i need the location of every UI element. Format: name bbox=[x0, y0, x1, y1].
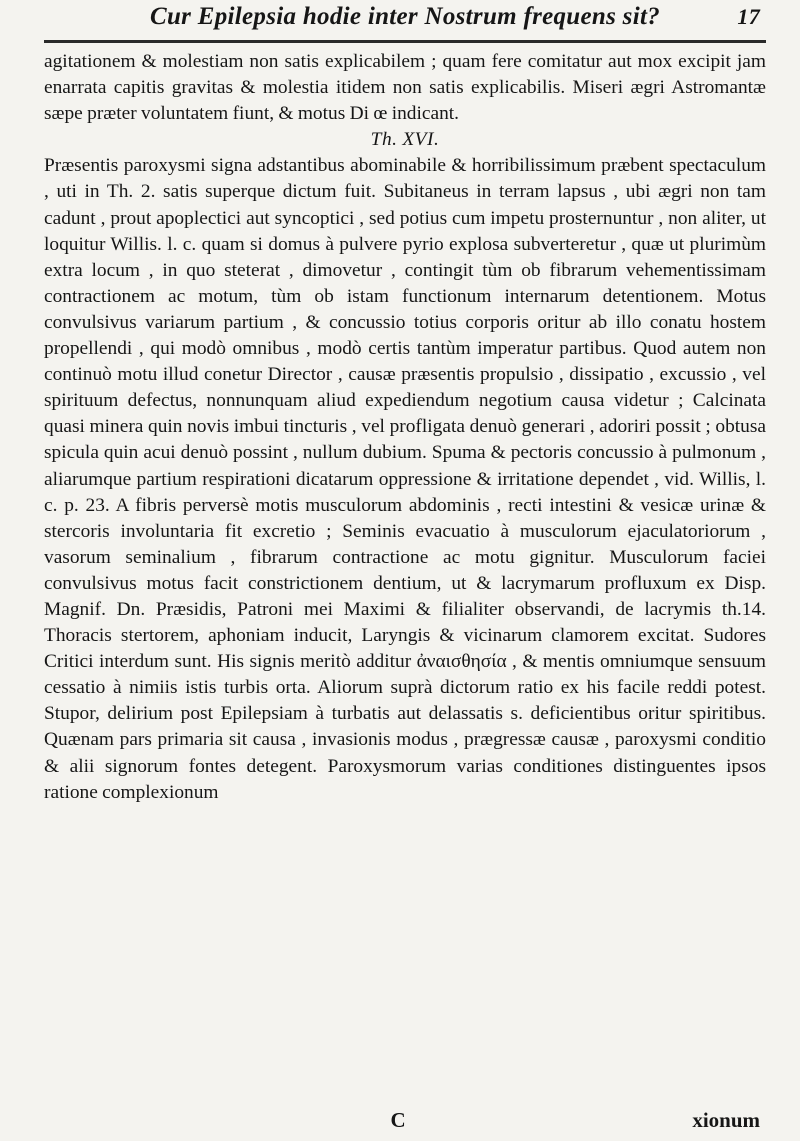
catchword: xionum bbox=[692, 1108, 760, 1132]
running-title: Cur Epilepsia hodie inter Nostrum frequens sit? bbox=[149, 3, 661, 30]
section-heading: Th. XVI. bbox=[370, 129, 440, 151]
running-head bbox=[44, 0, 766, 40]
page-number: 17 bbox=[737, 4, 760, 29]
page-footer bbox=[44, 1107, 766, 1133]
paragraph-1: agitationem & molestiam non satis explicabilem ; quam fere comitatur aut mox excipit jam enarrata capitis gravitas & molestia itidem non satis explicabilis. Miseri ægri Astromantæ sæpe præter voluntatem fiunt, & motus Di œ indicant. bbox=[44, 51, 766, 125]
header-rule bbox=[44, 40, 766, 43]
body-text bbox=[44, 49, 766, 806]
paragraph-2: Præsentis paroxysmi signa adstantibus abominabile & horribilissimum præbent spectaculum , uti in Th. 2. satis superque dictum fuit. Subitaneus in terram lapsus , ubi ægri non tam cadunt , prout apoplectici aut syncoptici , sed potius cum impetu prosternuntur , non aliter, ut loquitur Willis. l. c. quam si domus à pulvere pyrio explosa subverteretur , quæ ut plurimùm extra locum , in quo steterat , dimovetur , contingit tùm ob fibrarum vehementissimam contractionem ac motum, tùm ob istam functionum internarum detentionem. Motus convulsivus variarum partium , & concussio totius corporis oritur ab illo conatu hostem propellendi , qui modò omnibus , modò certis tantùm imperatur partibus. Quod autem non continuò motu illud conetur Director , causæ præsentis propulsio , dissipatio , excussio , vel spirituum defectus, nonnunquam aliud expediendum negotium causa videtur ; Calcinata quasi minera quin novis imbui tincturis , vel profligata denuò generari , adoriri possit ; obtusa spicula quin acui denuò possint , nullum dubium. Spuma & pectoris concussio à pulmonum , aliarumque partium respirationi dicatarum oppressione & irritatione dependet , vid. Willis, l. c. p. 23. A fibris perversè motis musculorum abdominis , recti intestini & vesicæ urinæ & stercoris involuntaria fit excretio ; Seminis evacuatio à musculorum ejaculatoriorum , vasorum seminalium , fibrarum contractione ac motu gignitur. Musculorum faciei convulsivus motus facit constrictionem dentium, ut & lacrymarum profluxum ex Disp. Magnif. Dn. Præsidis, Patroni mei Maximi & filialiter observandi, de lacrymis th.14. Thoracis stertorem, aphoniam inducit, Laryngis & vicinarum clamorem excitat. Sudores Critici interdum sunt. His signis meritò additur ἀναισθησία , & mentis omniumque sensuum cessatio à nimiis istis turbis orta. Aliorum suprà dictorum ratio ex his facile reddi potest. Stupor, delirium post Epilepsiam à turbatis aut delassatis s. deficientibus oritur spiritibus. Quænam pars primaria sit causa , invasionis modus , prægressæ causæ , paroxysmi conditio & alii signorum fontes detegent. Paroxysmorum varias conditiones distinguentes ipsos ratione complexionum bbox=[44, 155, 766, 803]
signature-mark: C bbox=[390, 1108, 406, 1132]
